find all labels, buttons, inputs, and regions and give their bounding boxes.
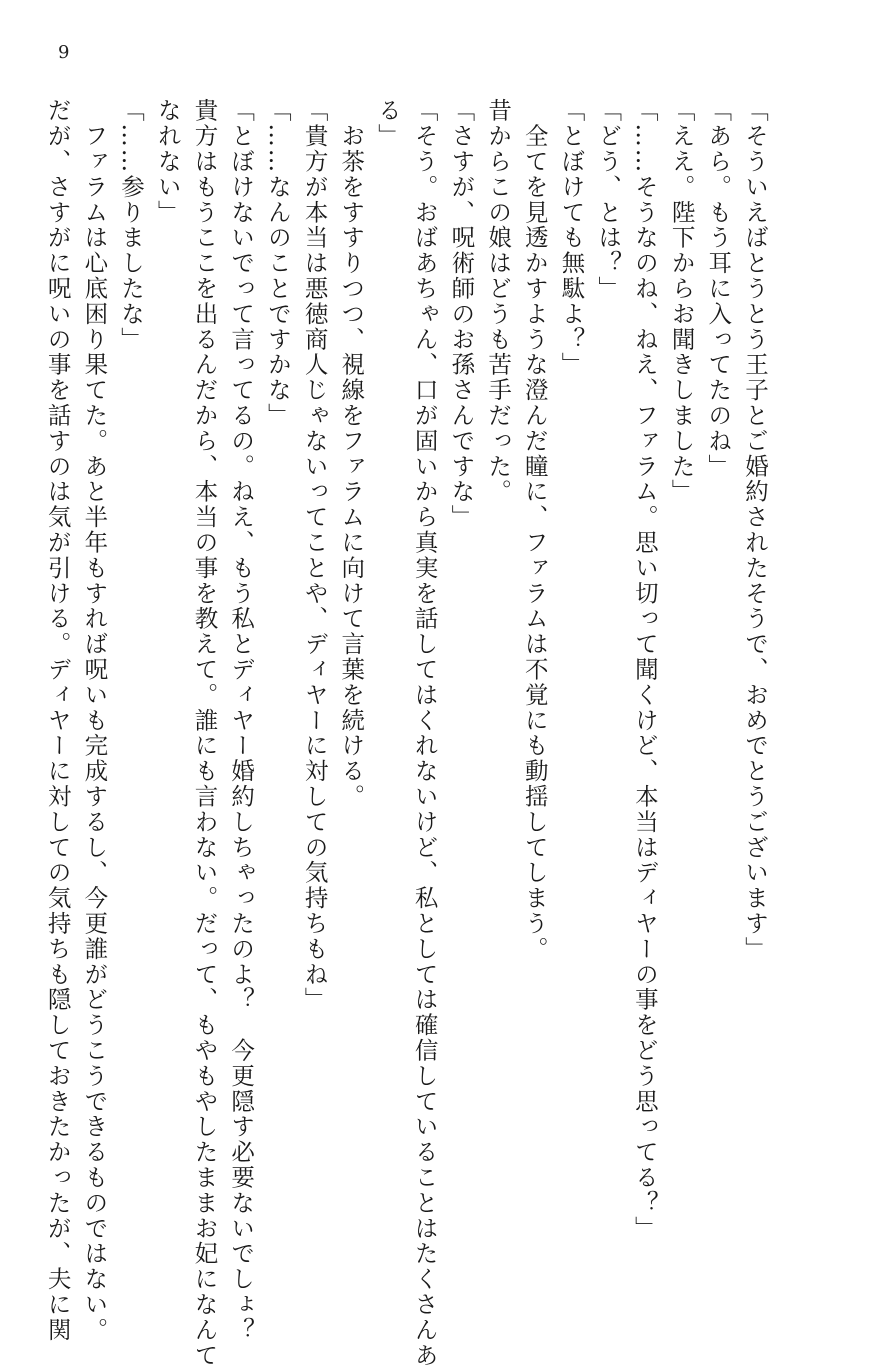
text-line: 「さすが、呪術師のお孫さんですな」	[447, 98, 476, 530]
text-line: 「……参りましたな」	[117, 98, 146, 352]
text-line: る」	[373, 98, 402, 149]
vertical-text-body	[43, 98, 773, 1368]
text-line: 全てを見透かすような澄んだ瞳に、ファラムは不覚にも動揺してしまう。	[520, 98, 549, 962]
text-line: 「あら。もう耳に入ってたのね」	[704, 98, 733, 479]
text-line: お茶をすすりつつ、視線をファラムに向けて言葉を続ける。	[337, 98, 366, 810]
text-line: 「とぼけても無駄よ？」	[557, 98, 586, 378]
text-line: 「……なんのことですかな」	[263, 98, 292, 429]
text-line: 「ええ。陛下からお聞きしました」	[667, 98, 696, 505]
text-line: 貴方はもうここを出るんだから、本当の事を教えて。誰にも言わない。だって、もやもやしたままお妃になんて	[190, 98, 219, 1368]
page-number: 9	[58, 42, 70, 63]
text-line: ファラムは心底困り果てた。あと半年もすれば呪いも完成するし、今更誰がどうこうできるものではない。	[80, 98, 109, 1343]
text-line: 「とぼけないでって言ってるの。ねえ、もう私とディヤー婚約しちゃったのよ？ 今更隠す必要ないでしょ？	[227, 98, 256, 1343]
text-line: 昔からこの娘はどうも苦手だった。	[484, 98, 513, 505]
text-line: なれない」	[153, 98, 182, 225]
text-line: 「そう。おばあちゃん、口が固いから真実を話してはくれないけど、私としては確信していることはたくさんあ	[410, 98, 439, 1368]
text-line: 「どう、とは？」	[594, 98, 623, 302]
text-line: 「そういえばとうとう王子とご婚約されたそうで、おめでとうございます」	[741, 98, 769, 962]
text-line: だが、さすがに呪いの事を話すのは気が引ける。ディヤーに対しての気持ちも隠しておきたかったが、夫に関	[43, 98, 72, 1343]
text-line: 「貴方が本当は悪徳商人じゃないってことや、ディヤーに対しての気持ちもね」	[300, 98, 329, 1013]
text-line: 「……そうなのね、ねえ、ファラム。思い切って聞くけど、本当はディヤーの事をどう思ってる？」	[630, 98, 659, 1241]
